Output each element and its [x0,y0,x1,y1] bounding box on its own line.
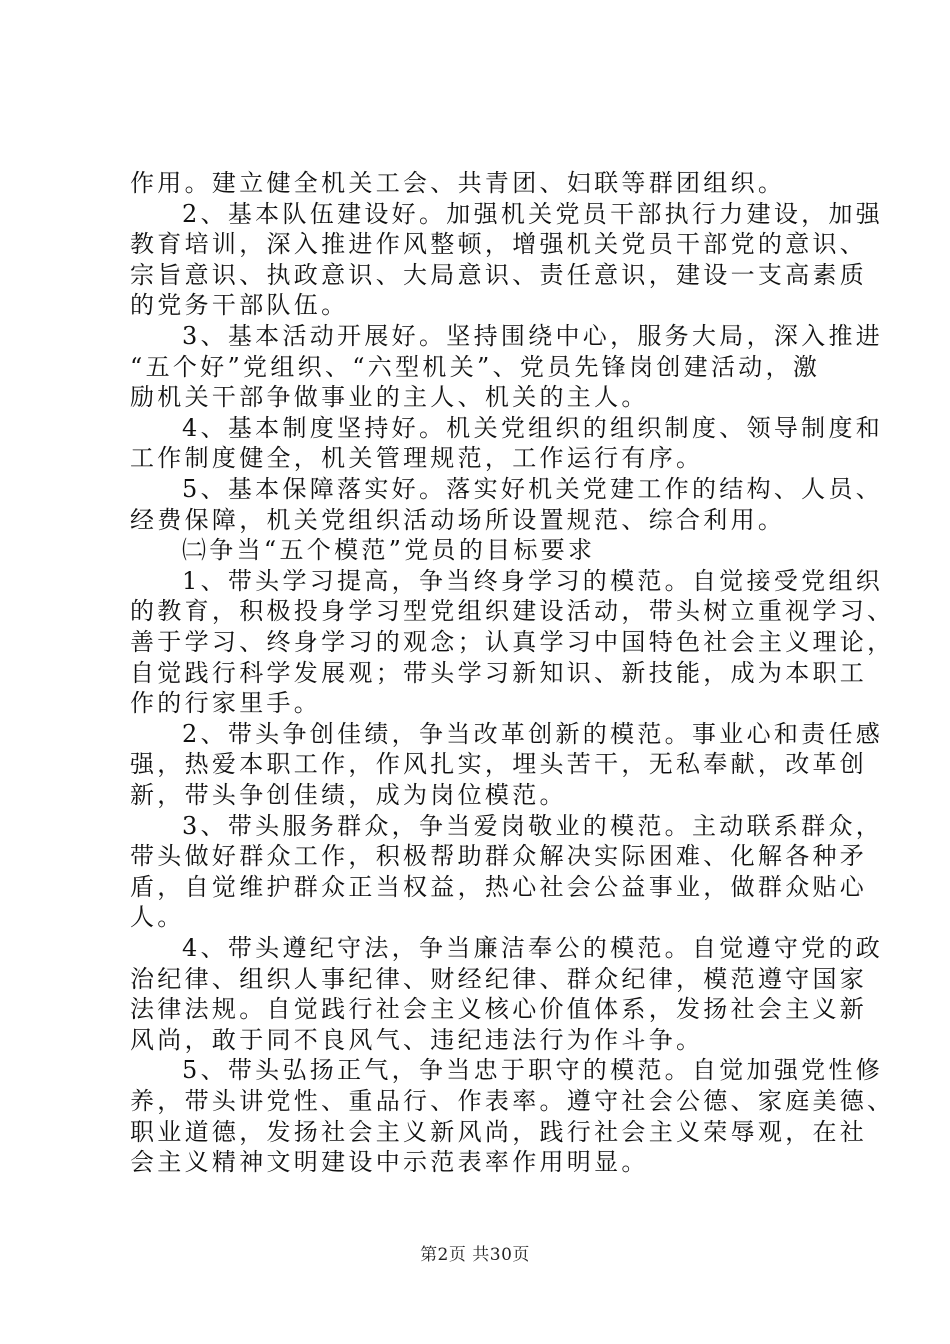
text-line: 新，带头争创佳绩，成为岗位模范。 [130,781,567,809]
text-line: 盾，自觉维护群众正当权益，热心社会公益事业，做群众贴心 [130,872,868,901]
text-line: “五个好”党组织、“六型机关”、党员先锋岗创建活动，激 [130,352,821,381]
text-line: 带头做好群众工作，积极帮助群众解决实际困难、化解各种矛 [130,842,868,871]
text-line: 1、带头学习提高，争当终身学习的模范。自觉接受党组织 [182,566,884,595]
text-line: 工作制度健全，机关管理规范，工作运行有序。 [130,444,704,473]
text-line: 职业道德，发扬社会主义新风尚，践行社会主义荣辱观，在社 [130,1117,868,1146]
text-line: 养，带头讲党性、重品行、作表率。遵守社会公德、家庭美德、 [130,1087,895,1115]
text-line: 宗旨意识、执政意识、大局意识、责任意识，建设一支高素质 [130,260,868,289]
text-line: 4、基本制度坚持好。机关党组织的组织制度、领导制度和 [182,413,884,442]
text-line: 治纪律、组织人事纪律、财经纪律、群众纪律，模范遵守国家 [130,964,868,993]
text-line: 作的行家里手。 [130,689,322,718]
text-line: 5、带头弘扬正气，争当忠于职守的模范。自觉加强党性修 [182,1056,884,1085]
text-line: 法律法规。自觉践行社会主义核心价值体系，发扬社会主义新 [130,995,868,1024]
text-line: 5、基本保障落实好。落实好机关党建工作的结构、人员、 [182,475,884,503]
text-line: 3、基本活动开展好。坚持围绕中心，服务大局，深入推进 [182,322,884,350]
text-line: 作用。建立健全机关工会、共青团、妇联等群团组织。 [130,169,786,197]
text-line: 的教育，积极投身学习型党组织建设活动，带头树立重视学习、 [130,597,895,626]
text-line: 强，热爱本职工作，作风扎实，埋头苦干，无私奉献，改革创 [130,750,868,779]
text-line: 2、基本队伍建设好。加强机关党员干部执行力建设，加强 [182,199,884,228]
text-line: 风尚，敢于同不良风气、违纪违法行为作斗争。 [130,1025,704,1054]
text-line: 教育培训，深入推进作风整顿，增强机关党员干部党的意识、 [130,230,868,259]
text-line: 经费保障，机关党组织活动场所设置规范、综合利用。 [130,505,786,534]
text-line: 3、带头服务群众，争当爱岗敬业的模范。主动联系群众， [182,811,884,840]
text-line: 2、带头争创佳绩，争当改革创新的模范。事业心和责任感 [182,719,884,748]
text-line: 人。 [130,903,185,932]
text-line: 自觉践行科学发展观；带头学习新知识、新技能，成为本职工 [130,658,868,687]
text-line: 励机关干部争做事业的主人、机关的主人。 [130,383,649,412]
section-heading: ㈡争当“五个模范”党员的目标要求 [182,536,596,565]
page-number-footer: 第2页 共30页 [420,1245,530,1265]
text-line: 4、带头遵纪守法，争当廉洁奉公的模范。自觉遵守党的政 [182,934,884,962]
text-line: 善于学习、终身学习的观念；认真学习中国特色社会主义理论， [130,628,895,656]
text-line: 的党务干部队伍。 [130,291,349,320]
text-line: 会主义精神文明建设中示范表率作用明显。 [130,1148,649,1177]
